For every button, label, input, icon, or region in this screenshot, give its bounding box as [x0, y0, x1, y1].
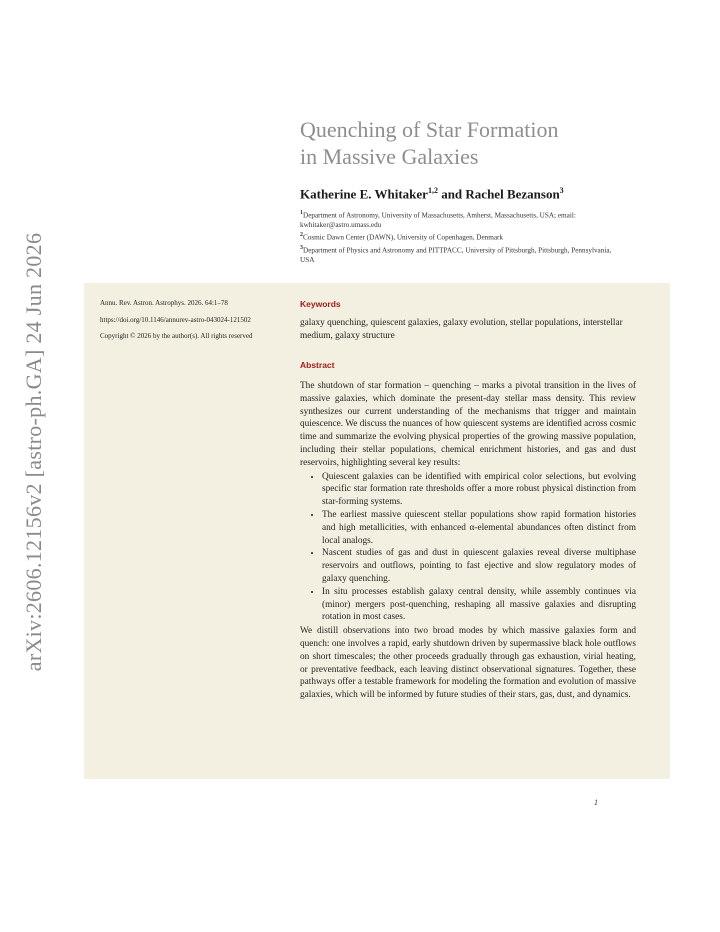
- list-item: • Nascent studies of gas and dust in quiescent galaxies reveal diverse multiphase reservoirs and outflows, pointing to fast ejective and slow regulatory modes of galaxy quenching.: [322, 547, 636, 585]
- affiliation-text: Department of Astronomy, University of Massachusetts, Amherst, Massachusetts, USA; email: kwhitaker@astro.umass.edu: [300, 211, 576, 230]
- copyright-notice: Copyright © 2026 by the author(s). All rights reserved: [100, 332, 253, 340]
- affiliation-number: 3: [300, 244, 303, 251]
- doi-link[interactable]: https://doi.org/10.1146/annurev-astro-043024-121502: [100, 315, 251, 324]
- keywords-text: galaxy quenching, quiescent galaxies, galaxy evolution, stellar populations, interstellar medium, galaxy structure: [300, 318, 623, 341]
- affiliation-text: Department of Physics and Astronomy and PITTPACC, University of Pittsburgh, Pittsburgh, Pennsylvania, USA: [300, 246, 612, 265]
- publication-metadata: [100, 299, 268, 349]
- journal-citation: Annu. Rev. Astron. Astrophys. 2026. 64:1–78: [100, 299, 228, 307]
- list-item: • In situ processes establish galaxy central density, while assembly continues via (minor) mergers post-quenching, reshaping all massive galaxies and disrupting rotation in most cases.: [322, 586, 636, 624]
- keywords-heading: Keywords: [300, 299, 341, 309]
- author-affiliation-marker: 1,2: [427, 186, 438, 195]
- abstract-intro: The shutdown of star formation – quenching – marks a pivotal transition in the lives of massive galaxies, which dominate the present-day stellar mass density. This review synthesizes our current understanding of the mechanisms that trigger and maintain quiescence. We discuss the nuances of how quiescent systems are identified across cosmic time and summarize the evolving physical properties of the growing massive population, including their stellar populations, chemical enrichment histories, and gas and dust reservoirs, highlighting several key results:: [300, 381, 636, 468]
- author-name: Katherine E. Whitaker: [300, 186, 428, 202]
- arxiv-identifier-stamp: [14, 232, 54, 672]
- abstract-closing: We distill observations into two broad modes by which massive galaxies form and quench: one involves a rapid, early shutdown driven by supermassive black hole outflows on short timescales; the other proceeds gradually through gas exhaustion, virial heating, or preventative feedback, each leaving distinct observational signatures. Together, these pathways offer a testable framework for modeling the formation and evolution of massive galaxies, which will be informed by future studies of their stars, gas, dust, and dynamics.: [300, 626, 636, 701]
- key-results-list: [300, 471, 636, 625]
- affiliation-text: Cosmic Dawn Center (DAWN), University of Copenhagen, Denmark: [303, 233, 504, 242]
- page-number: 1: [594, 798, 598, 807]
- list-item: • The earliest massive quiescent stellar populations show rapid formation histories and high metallicities, with enhanced α-elemental abundances often distinct from local analogs.: [322, 509, 636, 547]
- title-line-2: in Massive Galaxies: [300, 144, 479, 169]
- author-name: Rachel Bezanson: [465, 186, 560, 202]
- abstract-body: [300, 380, 636, 702]
- author-affiliation-marker: 3: [559, 186, 564, 195]
- author-list: [300, 186, 680, 202]
- author-conjunction: and: [437, 186, 466, 202]
- affiliation-number: 1: [300, 210, 303, 216]
- affiliation-item: [300, 208, 620, 230]
- affiliation-number: 2: [300, 232, 303, 239]
- arxiv-identifier-text: arXiv:2606.12156v2 [astro-ph.GA] 24 Jun 2026: [21, 232, 47, 672]
- paper-title: [300, 116, 680, 170]
- affiliation-item: [300, 230, 620, 242]
- affiliation-item: [300, 243, 620, 265]
- abstract-heading: Abstract: [300, 360, 335, 370]
- affiliations: [300, 208, 620, 265]
- title-line-1: Quenching of Star Formation: [300, 117, 559, 142]
- list-item: • Quiescent galaxies can be identified with empirical color selections, but evolving specific star formation rate thresholds offer a more robust physical distinction from star-forming systems.: [322, 471, 636, 509]
